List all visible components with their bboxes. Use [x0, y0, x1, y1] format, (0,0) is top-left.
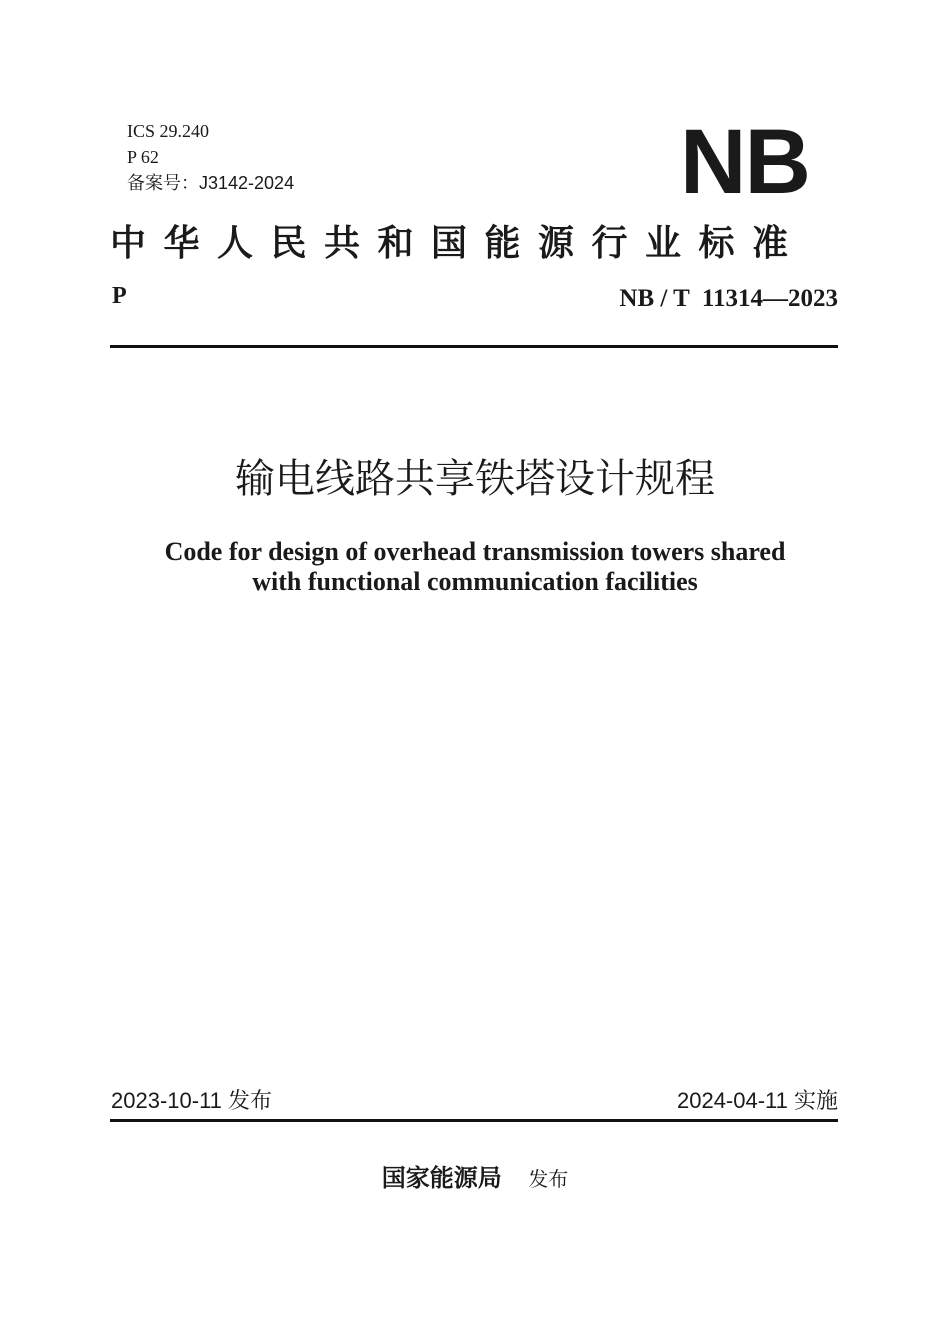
title-en-line-1: Code for design of overhead transmission towers shared	[164, 537, 786, 566]
category-code: P 62	[127, 147, 159, 167]
title-en-line-2: with functional communication facilities	[252, 567, 698, 596]
issue-date: 2023-10-11 发布	[111, 1088, 273, 1113]
effective-date: 2024-04-11 实施	[676, 1088, 838, 1113]
title-cn: 输电线路共享铁塔设计规程	[235, 457, 715, 501]
banner-title: 中华人民共和国能源行业标准	[110, 223, 806, 263]
publisher	[0, 1163, 950, 1198]
header-divider	[110, 345, 838, 348]
ics-code: ICS 29.240	[127, 121, 210, 141]
publisher-name: 国家能源局	[381, 1166, 502, 1192]
footer-divider	[110, 1119, 838, 1122]
standard-number: NB / T 11314—2023	[619, 285, 838, 312]
classification: P	[112, 283, 127, 309]
publisher-action: 发布	[528, 1169, 569, 1191]
nb-logo: NB	[680, 111, 809, 213]
record-number: 备案号：J3142-2024	[127, 173, 295, 193]
